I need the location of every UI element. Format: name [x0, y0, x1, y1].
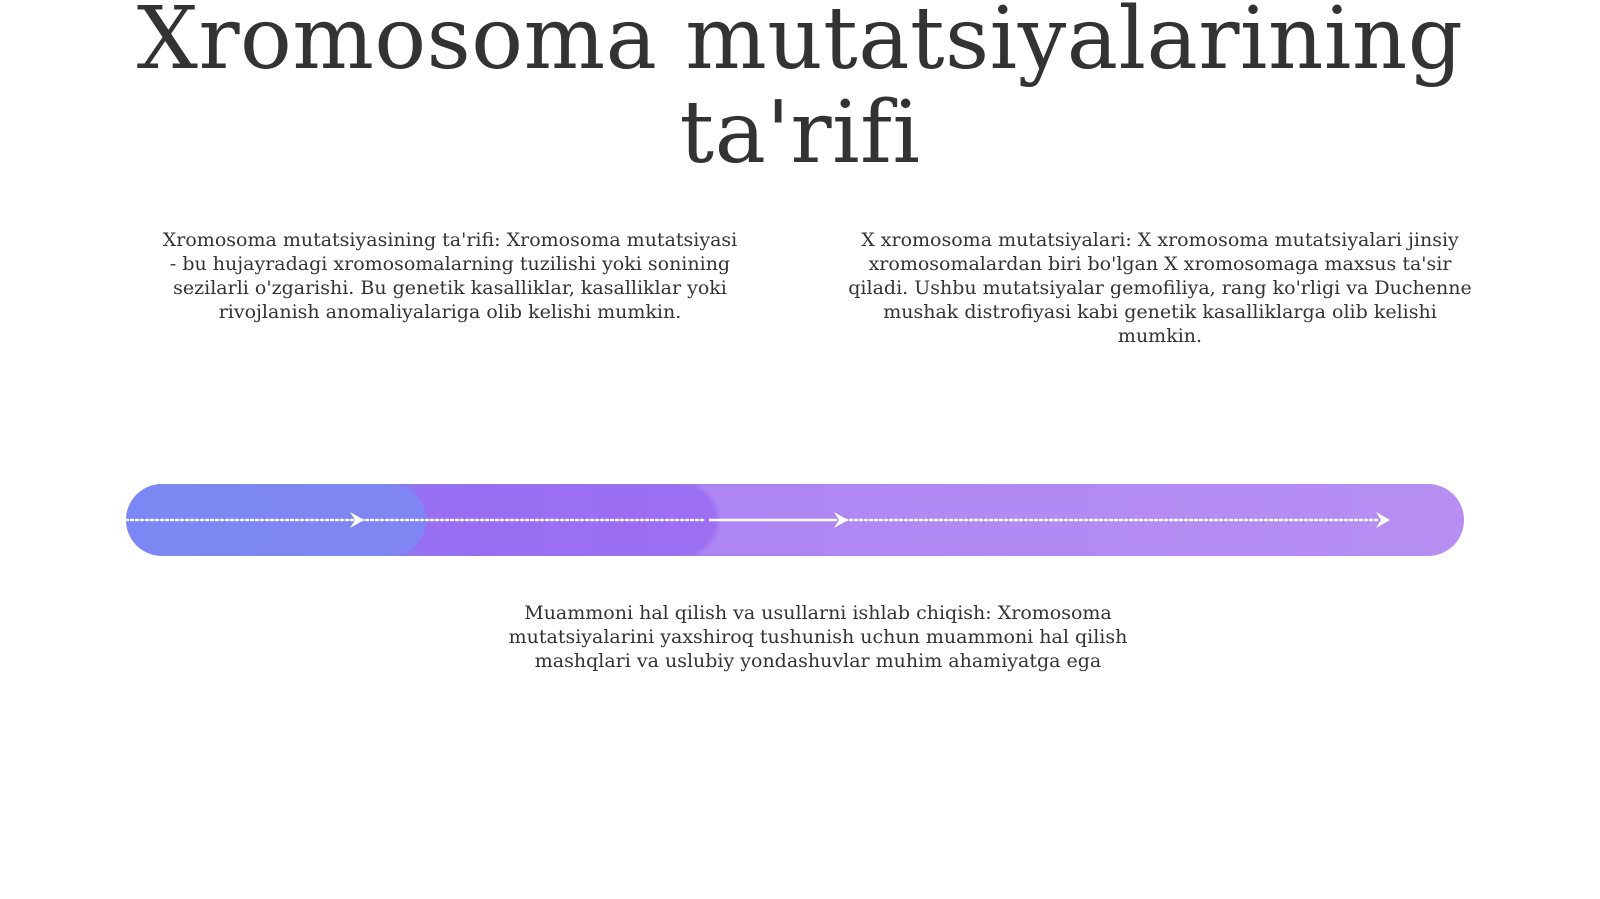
page-title: Xromosoma mutatsiyalarining ta'rifi — [136, 0, 1464, 183]
text-block-definition: Xromosoma mutatsiyasining ta'rifi: Xromosoma mutatsiyasi - bu hujayradagi xromosomalarning tuzilishi yoki sonining sezilarli o'zgarishi. Bu genetik kasalliklar, kasalliklar yoki rivojlanish anomaliyalariga olib kelishi mumkin. — [162, 229, 738, 323]
text-block-x-chromosome: X xromosoma mutatsiyalari: X xromosoma mutatsiyalari jinsiy xromosomalardan biri bo'lgan X xromosomaga maxsus ta'sir qiladi. Ushbu mutatsiyalar gemofiliya, rang ko'rligi va Duchenne mushak distrofiyasi kabi genetik kasalliklarga olib kelishi mumkin. — [848, 229, 1472, 347]
timeline-bar — [126, 484, 1464, 556]
timeline-track — [126, 484, 1464, 556]
text-block-problem-solving: Muammoni hal qilish va usullarni ishlab chiqish: Xromosoma mutatsiyalarini yaxshiroq tushunish uchun muammoni hal qilish mashqlari va uslubiy yondashuvlar muhim ahamiyatga ega — [508, 602, 1128, 672]
